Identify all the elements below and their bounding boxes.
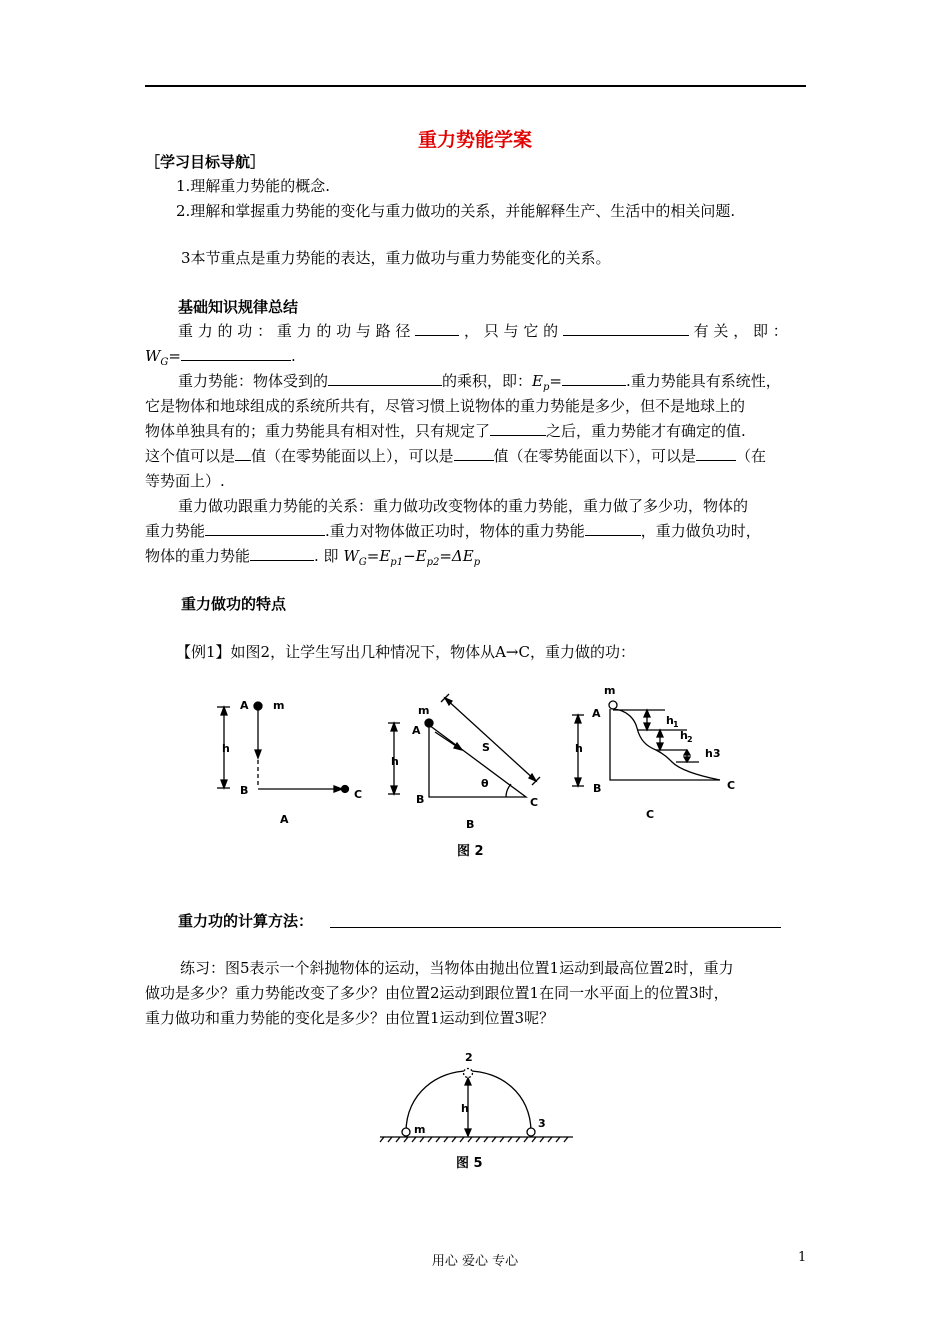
fig2-panel-b	[388, 694, 540, 831]
label-3: 3	[538, 1117, 546, 1130]
label-h3: h3	[705, 747, 721, 760]
formula-part: −E	[403, 547, 427, 565]
label-h: h	[575, 742, 583, 755]
label-h1: h	[666, 714, 674, 727]
label-m: m	[273, 699, 285, 712]
label-a: A	[592, 707, 601, 720]
potential-line1	[178, 371, 781, 398]
text: 重力势能	[145, 522, 206, 540]
text: 物体的重力势能	[145, 547, 251, 565]
text: =	[168, 347, 181, 365]
arrow-head	[221, 780, 227, 788]
text: 之后，重力势能才有确定的值.	[546, 422, 746, 440]
formula-part: =E	[366, 547, 391, 565]
text: 重力势能：物体受到的	[178, 372, 329, 390]
blank-wg[interactable]	[181, 346, 291, 361]
label-s: S	[482, 741, 490, 754]
text: 有 关 ， 即 ：	[693, 322, 788, 340]
label-m: m	[418, 704, 430, 717]
label-m: m	[604, 684, 616, 697]
ep-symbol: E	[532, 372, 543, 390]
calc-method-label: 重力功的计算方法：	[178, 912, 314, 930]
fig2-caption: 图 2	[457, 844, 484, 859]
footer-motto: 用心 爱心 专心	[431, 1254, 519, 1269]
wg-subscript: G	[160, 357, 169, 368]
text: .	[291, 347, 296, 365]
section-features: 重力做功的特点	[181, 595, 287, 613]
blank-decrease[interactable]	[205, 521, 325, 536]
blank-negative-work[interactable]	[250, 546, 314, 561]
goal-3: 3本节重点是重力势能的表达，重力做功与重力势能变化的关系。	[181, 249, 611, 267]
text: .重力势能具有系统性，	[625, 372, 781, 390]
relation-line2	[145, 521, 761, 541]
ball-position-2	[464, 1069, 473, 1078]
label-theta: θ	[481, 777, 489, 790]
label-c: C	[354, 788, 363, 801]
potential-line2: 它是物体和地球组成的系统所共有，尽管习惯上说物体的重力势能是多少，但不是地球上的	[145, 397, 746, 415]
goal-1: 1.理解重力势能的概念.	[176, 177, 331, 195]
calc-method-blank[interactable]	[330, 927, 781, 928]
formula-sub: p1	[390, 557, 404, 568]
point-c	[342, 786, 349, 793]
blank-ep[interactable]	[562, 371, 626, 386]
blank-positive-work[interactable]	[585, 521, 641, 536]
panel-label-a: A	[280, 813, 289, 826]
exercise-line3: 重力做功和重力势能的变化是多少？由位置1运动到位置3呢？	[145, 1009, 555, 1027]
exercise-line2: 做功是多少？重力势能改变了多少？由位置2运动到跟位置1在同一水平面上的位置3时，	[145, 984, 729, 1002]
exercise-line1: 练习：图5表示一个斜抛物体的运动，当物体由抛出位置1运动到最高位置2时，重力	[180, 959, 734, 977]
gravity-work-line1	[178, 321, 788, 341]
blank-zero[interactable]	[696, 446, 736, 461]
arrow-head	[334, 786, 342, 792]
ball-position-1	[402, 1128, 410, 1136]
fig5-caption: 图 5	[456, 1156, 483, 1171]
incline-triangle	[429, 725, 526, 797]
header-rule	[145, 85, 806, 87]
label-b: B	[240, 784, 249, 797]
fig2-panel-a	[217, 699, 362, 826]
mass-point	[254, 702, 262, 710]
formula-sub: p	[473, 557, 481, 568]
label-b: B	[593, 782, 602, 795]
text: =	[549, 372, 562, 390]
section-goals: ［学习目标导航］	[145, 153, 266, 171]
text: .重力对物体做正功时，物体的重力势能	[325, 522, 585, 540]
text: 值（在零势能面以下），可以是	[493, 447, 697, 465]
mass-point	[425, 719, 433, 727]
arrow-head	[255, 750, 261, 758]
ball-position-3	[527, 1128, 535, 1136]
mass-ball	[609, 701, 617, 709]
blank-zero-level[interactable]	[490, 421, 546, 436]
arrow-head	[221, 707, 227, 715]
figure-2	[200, 680, 760, 865]
label-h: h	[461, 1102, 469, 1115]
text: 值（在零势能面以上），可以是	[251, 447, 454, 465]
page-number: 1	[798, 1250, 807, 1265]
blank-positive[interactable]	[235, 446, 251, 461]
text: 的乘积，即：	[442, 372, 533, 390]
text: ，重力做负功时，	[640, 522, 761, 540]
label-2: 2	[465, 1051, 473, 1064]
text: 物体单独具有的；重力势能具有相对性，只有规定了	[145, 422, 491, 440]
label-b: B	[416, 793, 425, 806]
label-c: C	[530, 796, 539, 809]
label-a: A	[240, 699, 249, 712]
text: 重 力 的 功 ： 重 力 的 功 与 路 径	[178, 322, 411, 340]
gravity-work-line2	[145, 346, 296, 373]
panel-label-c: C	[646, 808, 655, 821]
example-1: 【例1】如图2，让学生写出几种情况下，物体从A→C，重力做的功：	[176, 643, 635, 661]
s-dim-line	[445, 698, 536, 781]
blank-path[interactable]	[415, 321, 459, 336]
label-h2-sub: 2	[687, 735, 693, 744]
blank-position[interactable]	[563, 321, 689, 336]
theta-arc	[506, 784, 511, 797]
blank-force-height[interactable]	[328, 371, 442, 386]
label-a: A	[412, 724, 421, 737]
formula-part: =ΔE	[439, 547, 474, 565]
relation-line1: 重力做功跟重力势能的关系：重力做功改变物体的重力势能，重力做了多少功，物体的	[178, 497, 749, 515]
blank-negative[interactable]	[454, 446, 494, 461]
panel-label-b: B	[466, 818, 475, 831]
potential-line5: 等势面上）.	[145, 472, 225, 490]
ep-subscript: p	[542, 382, 550, 393]
label-h: h	[391, 755, 399, 768]
text: ， 只 与 它 的	[464, 322, 559, 340]
section-basics: 基础知识规律总结	[178, 298, 299, 316]
label-h2: h	[680, 729, 688, 742]
label-m: m	[414, 1123, 426, 1136]
wg-symbol: W	[145, 347, 161, 365]
label-c: C	[727, 779, 736, 792]
text: . 即	[314, 547, 339, 565]
ground-hatch	[380, 1137, 568, 1142]
figure-5	[370, 1045, 590, 1175]
potential-line4	[145, 446, 766, 466]
formula-w: W	[343, 547, 359, 565]
text: 这个值可以是	[145, 447, 236, 465]
goal-2: 2.理解和掌握重力势能的变化与重力做功的关系，并能解释生产、生活中的相关问题.	[176, 202, 736, 220]
formula-sub: p2	[426, 557, 440, 568]
formula-sub: G	[358, 557, 367, 568]
terrain-box	[610, 709, 720, 780]
label-h1-sub: 1	[673, 720, 679, 729]
text: （在	[736, 447, 767, 465]
relation-line3	[145, 546, 480, 573]
fig2-panel-c	[572, 684, 735, 821]
page-title: 重力势能学案	[417, 129, 532, 151]
label-h: h	[222, 742, 230, 755]
potential-line3	[145, 421, 746, 441]
